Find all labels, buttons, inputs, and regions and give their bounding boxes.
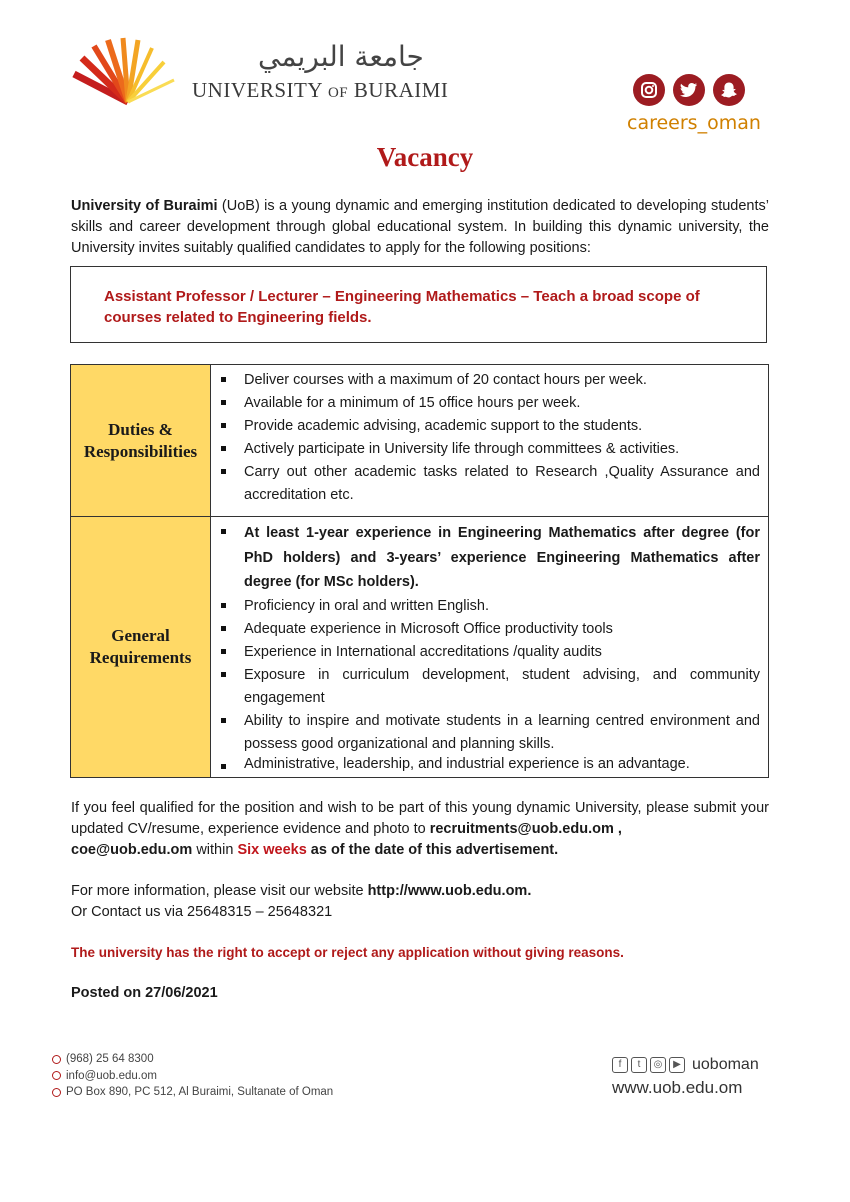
requirements-list	[211, 517, 768, 777]
page-title: Vacancy	[376, 142, 474, 172]
list-item: Exposure in curriculum development, student advising, and community engagement	[211, 664, 760, 710]
position-title: Assistant Professor / Lecturer – Engineering Mathematics – Teach a broad scope of courses related to Engineering fields.	[104, 288, 700, 326]
list-item: Available for a minimum of 15 office hours per week.	[211, 392, 760, 415]
list-item: Proficiency in oral and written English.	[211, 595, 760, 618]
footer-address: PO Box 890, PC 512, Al Buraimi, Sultanate of Oman	[66, 1086, 334, 1098]
position-box	[70, 266, 767, 343]
social-icons	[633, 74, 745, 106]
duties-list	[211, 365, 768, 511]
requirements-row	[71, 517, 769, 778]
logo-english-name: UNIVERSITY OF BURAIMI	[192, 78, 449, 102]
list-item: Administrative, leadership, and industrial experience is an advantage.	[211, 756, 760, 773]
requirements-label: General Requirements	[71, 517, 211, 778]
recruitment-email-link[interactable]: recruitments@uob.edu.om ,	[429, 821, 622, 837]
duties-row	[71, 365, 769, 517]
duties-cell	[211, 365, 769, 517]
twitter-icon[interactable]	[673, 74, 705, 106]
website-link[interactable]: http://www.uob.edu.om.	[367, 883, 532, 899]
footer-social	[612, 1056, 759, 1098]
list-item: Deliver courses with a maximum of 20 contact hours per week.	[211, 369, 760, 392]
vacancy-details-table	[70, 364, 769, 778]
more-info: For more information, please visit our website http://www.uob.edu.om. Or Contact us via 25648315 – 25648321	[71, 881, 531, 923]
list-item: Experience in International accreditations /quality audits	[211, 641, 760, 664]
org-name: University of Buraimi	[71, 198, 218, 214]
requirements-cell	[211, 517, 769, 778]
social-handle[interactable]: careers_oman	[627, 112, 761, 134]
list-item: Actively participate in University life through committees & activities.	[211, 438, 760, 461]
twitter-icon[interactable]: t	[631, 1057, 647, 1073]
list-item: Provide academic advising, academic support to the students.	[211, 415, 760, 438]
email-icon	[52, 1071, 61, 1080]
footer-phone: (968) 25 64 8300	[66, 1053, 154, 1065]
intro-text: (UoB) is a young dynamic and emerging institution dedicated to developing students’ skills and career development through global educational system. In building this dynamic university, the University invites suitably qualified candidates to apply for the following positions:	[71, 198, 769, 256]
instagram-icon[interactable]	[633, 74, 665, 106]
posted-date: Posted on 27/06/2021	[71, 985, 218, 1001]
facebook-icon[interactable]: f	[612, 1057, 628, 1073]
rights-notice: The university has the right to accept or reject any application without giving reasons.	[71, 945, 624, 960]
list-item: Ability to inspire and motivate students in a learning centred environment and possess good organizational and planning skills.	[211, 710, 760, 756]
phone-icon	[52, 1055, 61, 1064]
apply-paragraph: If you feel qualified for the position and wish to be part of this young dynamic University, please submit your updated CV/resume, experience evidence and photo to recruitments@uob.edu.om , coe@uob.edu.om within Six weeks as of the date of this advertisement.	[71, 800, 769, 858]
deadline-text: Six weeks	[237, 842, 307, 858]
youtube-icon[interactable]: ▶	[669, 1057, 685, 1073]
snapchat-icon[interactable]	[713, 74, 745, 106]
footer-email[interactable]: info@uob.edu.om	[66, 1069, 157, 1082]
duties-label: Duties & Responsibilities	[71, 365, 211, 517]
logo-arabic-name: جامعة البريمي	[258, 40, 424, 73]
list-item: At least 1-year experience in Engineering Mathematics after degree (for PhD holders) and 3-years’ experience Engineering Mathematics after degree (for MSc holders).	[211, 521, 760, 595]
list-item: Adequate experience in Microsoft Office productivity tools	[211, 618, 760, 641]
location-icon	[52, 1088, 61, 1097]
coe-email-link[interactable]: coe@uob.edu.om	[71, 842, 193, 858]
footer-social-handle[interactable]: uoboman	[692, 1056, 759, 1073]
instagram-icon[interactable]: ◎	[650, 1057, 666, 1073]
intro-paragraph	[71, 196, 769, 259]
footer-website[interactable]: www.uob.edu.om	[612, 1078, 743, 1097]
footer-contact	[52, 1051, 333, 1101]
contact-numbers: Or Contact us via 25648315 – 25648321	[71, 904, 333, 920]
sunburst-logo-icon	[68, 36, 186, 108]
list-item: Carry out other academic tasks related to Research ,Quality Assurance and accreditation etc.	[211, 461, 760, 507]
university-logo	[68, 36, 448, 108]
